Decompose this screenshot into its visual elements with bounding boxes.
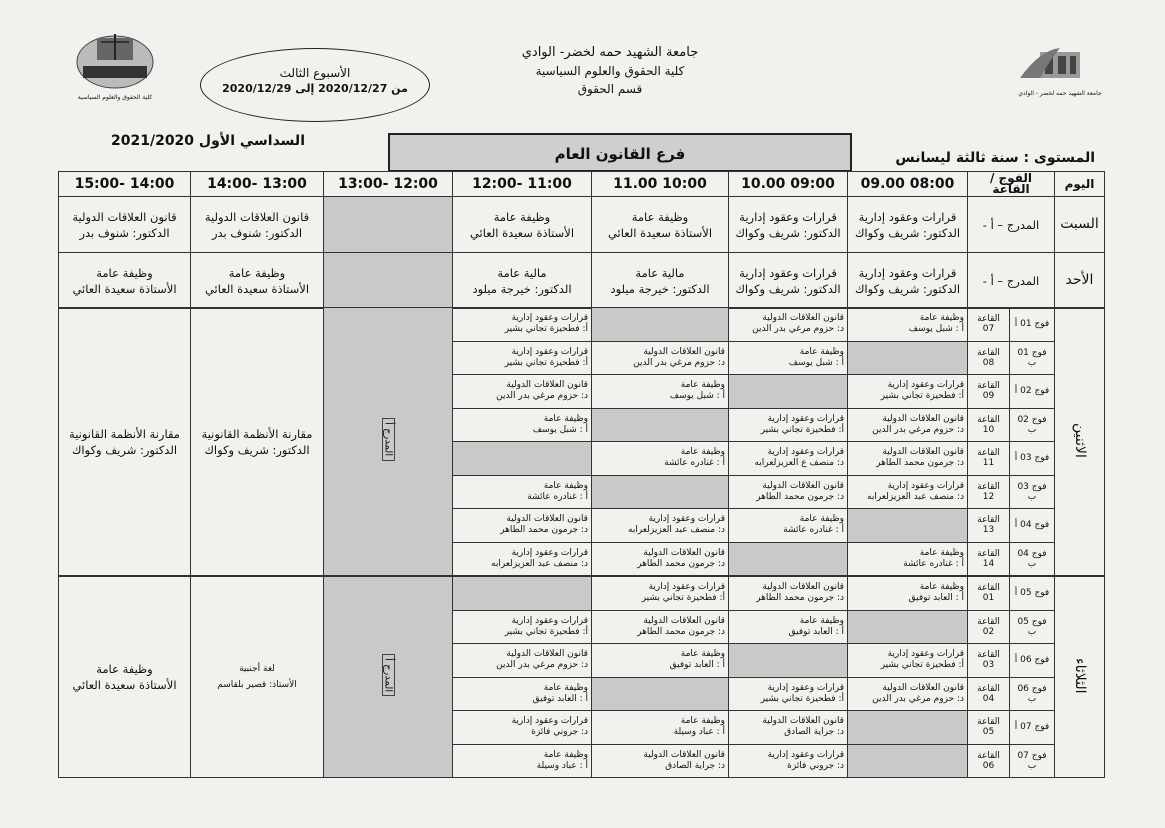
day-monday — [1055, 308, 1105, 576]
session-cell — [729, 644, 848, 678]
course: قانون العلاقات الدولية — [643, 547, 725, 558]
sunday-room: المدرج – أ - — [968, 253, 1055, 309]
teacher: أ : غنادره عائشة — [783, 525, 844, 536]
session-cell — [592, 408, 729, 442]
course: وظيفة عامة — [631, 209, 689, 224]
course: مقارنة الأنظمة القانونية — [69, 426, 180, 441]
session-cell — [453, 442, 592, 476]
course: مالية عامة — [635, 265, 685, 280]
teacher: د: جراية الصادق — [665, 760, 725, 771]
saturday-slot-6 — [191, 197, 324, 253]
saturday-row — [59, 197, 1105, 253]
course: قرارات وعقود إدارية — [858, 265, 957, 280]
session-cell — [453, 577, 592, 611]
session-cell — [592, 308, 729, 342]
session-cell — [592, 542, 729, 576]
logo-left-caption: كلية الحقوق والعلوم السياسية — [77, 94, 153, 101]
course: وظيفة عامة — [543, 480, 588, 491]
course: قرارات وعقود إدارية — [767, 749, 844, 760]
group-cell: فوج 02 ب — [1010, 408, 1055, 442]
session-cell — [848, 341, 968, 375]
session-cell — [453, 610, 592, 644]
university-logo — [1010, 40, 1110, 97]
day-label: الثلاثاء — [1072, 658, 1088, 694]
course: قرارات وعقود إدارية — [739, 209, 837, 224]
teacher: أ : غنادره عائشة — [903, 558, 964, 569]
teacher: د: حزوم مرغي بدر الدين — [633, 357, 725, 368]
session-cell — [729, 711, 848, 745]
session-cell — [453, 308, 592, 342]
saturday-slot-5 — [324, 197, 453, 253]
teacher: د: جرمون محمد الطاهر — [637, 626, 725, 637]
room-cell: القاعة 11 — [968, 442, 1010, 476]
week-range: من 2020/12/27 إلى 2020/12/29 — [222, 82, 408, 95]
col-group-room: الفوج / القاعة — [968, 172, 1055, 197]
teacher: د: حزوم مرغي بدر الدين — [872, 424, 964, 435]
teacher: أ : عباد وسيلة — [673, 727, 725, 738]
group-cell: فوج 06 ب — [1010, 677, 1055, 711]
teacher: أ: فطحيزة تجاني بشير — [760, 424, 844, 435]
week-ellipse — [200, 48, 430, 122]
course: قرارات وعقود إدارية — [887, 649, 964, 660]
saturday-slot-1 — [848, 197, 968, 253]
group-cell: فوج 03 أ — [1010, 442, 1055, 476]
course: قانون العلاقات الدولية — [762, 480, 844, 491]
teacher: الدكتور: شريف وكواك — [854, 281, 961, 296]
teacher: الأستاذ: قصير بلقاسم — [217, 680, 297, 690]
course: قانون العلاقات الدولية — [204, 209, 310, 224]
teacher: أ: فطحيزة تجاني بشير — [880, 391, 964, 402]
room-cell: القاعة 12 — [968, 475, 1010, 509]
amphi-cell — [324, 577, 453, 778]
table-row — [59, 308, 1105, 342]
day-label: الاثنين — [1072, 423, 1088, 458]
teacher: الأستاذة سعيدة العائي — [72, 281, 177, 296]
session-cell — [848, 542, 968, 576]
course: قرارات وعقود إدارية — [511, 346, 588, 357]
course: قرارات وعقود إدارية — [511, 313, 588, 324]
course: قانون العلاقات الدولية — [762, 313, 844, 324]
day-tuesday — [1055, 577, 1105, 778]
course: قانون العلاقات الدولية — [506, 649, 588, 660]
course: مقارنة الأنظمة القانونية — [201, 426, 313, 441]
session-cell — [592, 644, 729, 678]
teacher: د: جروني فائزة — [531, 727, 588, 738]
course: قانون العلاقات الدولية — [643, 346, 725, 357]
session-cell — [592, 442, 729, 476]
teacher: د: حزوم مرغي بدر الدين — [496, 660, 588, 671]
teacher: أ: فطحيزة تجاني بشير — [504, 357, 588, 368]
session-cell — [592, 475, 729, 509]
session-cell — [592, 341, 729, 375]
teacher: أ : العابد توفيق — [669, 660, 725, 671]
group-cell: فوج 03 ب — [1010, 475, 1055, 509]
teacher: الدكتور: شنوف بدر — [79, 225, 170, 240]
timetable — [58, 171, 1105, 309]
teacher: أ : عباد وسيلة — [536, 760, 588, 771]
course: قرارات وعقود إدارية — [739, 265, 837, 280]
teacher: الدكتور: شريف وكواك — [71, 442, 178, 457]
teacher: د: حزوم مرغي بدر الدين — [752, 324, 844, 335]
room-cell: القاعة 10 — [968, 408, 1010, 442]
course: وظيفة عامة — [680, 716, 725, 727]
course: وظيفة عامة — [543, 749, 588, 760]
session-cell — [729, 308, 848, 342]
amphi-label: المدرج أ — [382, 654, 395, 696]
group-sections — [58, 307, 1104, 778]
session-cell — [848, 577, 968, 611]
course: وظيفة عامة — [543, 682, 588, 693]
course: قرارات وعقود إدارية — [648, 514, 725, 525]
session-cell — [848, 475, 968, 509]
col-slot-7: 14:00 -15:00 — [59, 172, 191, 197]
semester-label: السداسي الأول 2021/2020 — [111, 133, 305, 149]
teacher: أ : غنادره عائشة — [527, 491, 588, 502]
course: قانون العلاقات الدولية — [72, 209, 177, 224]
course: قانون العلاقات الدولية — [506, 514, 588, 525]
teacher: أ : شبل يوسف — [669, 391, 725, 402]
teacher: أ : شبل يوسف — [532, 424, 588, 435]
course: قرارات وعقود إدارية — [511, 716, 588, 727]
teacher: د: جرمون محمد الطاهر — [500, 525, 588, 536]
teacher: الأستاذة سعيدة العائي — [469, 225, 575, 240]
session-cell — [729, 542, 848, 576]
teacher: الدكتور: خيرجة ميلود — [472, 281, 572, 296]
session-cell — [848, 711, 968, 745]
saturday-slot-2 — [729, 197, 848, 253]
course: قانون العلاقات الدولية — [882, 413, 964, 424]
session-cell — [453, 509, 592, 543]
saturday-room: المدرج – أ - — [968, 197, 1055, 253]
session-cell — [729, 408, 848, 442]
course: قرارات وعقود إدارية — [887, 380, 964, 391]
course: قانون العلاقات الدولية — [882, 682, 964, 693]
session-cell — [729, 509, 848, 543]
course: قانون العلاقات الدولية — [882, 447, 964, 458]
institution-header — [480, 44, 740, 98]
teacher: أ : شبل يوسف — [788, 357, 844, 368]
course: قرارات وعقود إدارية — [648, 582, 725, 593]
tuesday-s7-cell — [59, 577, 191, 778]
session-cell — [729, 475, 848, 509]
sunday-slot-5 — [324, 253, 453, 309]
session-cell — [848, 744, 968, 778]
teacher: د: منصف عبد العزيزلعرابه — [628, 525, 725, 536]
department-name: قسم الحقوق — [577, 82, 643, 96]
room-cell: القاعة 01 — [968, 577, 1010, 611]
session-cell — [453, 744, 592, 778]
teacher: أ: فطحيزة تجاني بشير — [880, 660, 964, 671]
teacher: أ: فطحيزة تجاني بشير — [760, 693, 844, 704]
course: قانون العلاقات الدولية — [643, 615, 725, 626]
course: وظيفة عامة — [799, 615, 844, 626]
col-slot-5: 12:00 -13:00 — [324, 172, 453, 197]
teacher: أ: فطحيزة تجاني بشير — [504, 324, 588, 335]
branch-title — [388, 133, 852, 172]
session-cell — [453, 542, 592, 576]
session-cell — [729, 744, 848, 778]
session-cell — [729, 375, 848, 409]
group-cell: فوج 05 ب — [1010, 610, 1055, 644]
session-cell — [453, 644, 592, 678]
group-cell: فوج 05 أ — [1010, 577, 1055, 611]
sunday-row — [59, 253, 1105, 309]
course: وظيفة عامة — [96, 265, 153, 280]
course: وظيفة عامة — [228, 265, 286, 280]
sunday-slot-3 — [592, 253, 729, 309]
teacher: د: منصف عبد العزيزلعرابه — [867, 491, 964, 502]
teacher: د: جرمون محمد الطاهر — [756, 593, 844, 604]
course: وظيفة عامة — [680, 649, 725, 660]
monday-table — [58, 307, 1105, 576]
course: وظيفة عامة — [96, 662, 153, 676]
course: وظيفة عامة — [799, 514, 844, 525]
teacher: أ : العابد توفيق — [908, 593, 964, 604]
session-cell — [592, 744, 729, 778]
session-cell — [729, 610, 848, 644]
group-cell: فوج 01 ب — [1010, 341, 1055, 375]
session-cell — [729, 442, 848, 476]
teacher: الدكتور: شريف وكواك — [735, 281, 841, 296]
room-cell: القاعة 09 — [968, 375, 1010, 409]
teacher: د: جرمون محمد الطاهر — [756, 491, 844, 502]
session-cell — [848, 308, 968, 342]
room-cell: القاعة 07 — [968, 308, 1010, 342]
teacher: د: منصف عبد العزيزلعرابه — [491, 558, 588, 569]
session-cell — [453, 408, 592, 442]
group-cell: فوج 01 أ — [1010, 308, 1055, 342]
university-name: جامعة الشهيد حمه لخضر- الوادي — [521, 45, 699, 60]
session-cell — [592, 711, 729, 745]
col-slot-2: 09:00 10.00 — [729, 172, 848, 197]
group-cell: فوج 06 أ — [1010, 644, 1055, 678]
room-cell: القاعة 02 — [968, 610, 1010, 644]
session-cell — [592, 610, 729, 644]
teacher: د: حزوم مرغي بدر الدين — [872, 693, 964, 704]
header-row — [59, 172, 1105, 197]
course: قانون العلاقات الدولية — [762, 582, 844, 593]
faculty-logo — [75, 30, 155, 105]
course: قانون العلاقات الدولية — [506, 380, 588, 391]
course: قانون العلاقات الدولية — [643, 749, 725, 760]
course: مالية عامة — [497, 265, 547, 280]
session-cell — [592, 577, 729, 611]
group-cell: فوج 07 ب — [1010, 744, 1055, 778]
session-cell — [453, 677, 592, 711]
course: قانون العلاقات الدولية — [762, 716, 844, 727]
course: وظيفة عامة — [493, 209, 551, 224]
course: قرارات وعقود إدارية — [767, 413, 844, 424]
course: قرارات وعقود إدارية — [858, 209, 957, 224]
teacher: أ : شبل يوسف — [908, 324, 964, 335]
col-slot-4: 11:00 -12:00 — [453, 172, 592, 197]
session-cell — [848, 408, 968, 442]
col-day: اليوم — [1055, 172, 1105, 197]
session-cell — [729, 341, 848, 375]
sunday-slot-1 — [848, 253, 968, 309]
sunday-slot-6 — [191, 253, 324, 309]
teacher: د: جراية الصادق — [784, 727, 844, 738]
teacher: د: جرمون محمد الطاهر — [876, 458, 964, 469]
level-label: المستوى : سنة ثالثة ليسانس — [895, 150, 1095, 166]
room-cell: القاعة 06 — [968, 744, 1010, 778]
group-cell: فوج 04 أ — [1010, 509, 1055, 543]
week-title: الأسبوع الثالث — [279, 66, 351, 80]
sunday-slot-4 — [453, 253, 592, 309]
teacher: أ: فطحيزة تجاني بشير — [504, 626, 588, 637]
session-cell — [592, 375, 729, 409]
teacher: د: منصف ع العزيزلعرابه — [754, 458, 844, 469]
col-slot-6: 13:00 -14:00 — [191, 172, 324, 197]
teacher: الدكتور: خيرجة ميلود — [610, 281, 710, 296]
session-cell — [453, 375, 592, 409]
course: وظيفة عامة — [919, 547, 964, 558]
session-cell — [453, 341, 592, 375]
room-cell: القاعة 08 — [968, 341, 1010, 375]
table-row — [59, 577, 1105, 611]
saturday-slot-4 — [453, 197, 592, 253]
amphi-label: المدرج أ — [382, 418, 395, 460]
session-cell — [453, 711, 592, 745]
course: قرارات وعقود إدارية — [887, 480, 964, 491]
saturday-slot-3 — [592, 197, 729, 253]
group-cell: فوج 04 ب — [1010, 542, 1055, 576]
teacher: د: جروني فائزة — [787, 760, 844, 771]
session-cell — [729, 677, 848, 711]
teacher: د: جرمون محمد الطاهر — [637, 558, 725, 569]
session-cell — [848, 677, 968, 711]
course: قرارات وعقود إدارية — [511, 547, 588, 558]
room-cell: القاعة 14 — [968, 542, 1010, 576]
course: قرارات وعقود إدارية — [511, 615, 588, 626]
teacher: أ : العابد توفيق — [788, 626, 844, 637]
teacher: الدكتور: شريف وكواك — [735, 225, 841, 240]
day-sunday: الأحد — [1055, 253, 1105, 309]
col-slot-1: 08:00 09.00 — [848, 172, 968, 197]
group-cell: فوج 02 أ — [1010, 375, 1055, 409]
session-cell — [848, 442, 968, 476]
session-cell — [592, 509, 729, 543]
teacher: الدكتور: شنوف بدر — [211, 225, 303, 240]
room-cell: القاعة 03 — [968, 644, 1010, 678]
branch-label: فرع القانون العام — [554, 145, 686, 163]
session-cell — [848, 644, 968, 678]
day-saturday: السبت — [1055, 197, 1105, 253]
monday-s7-cell — [59, 308, 191, 576]
teacher: د: حزوم مرغي بدر الدين — [496, 391, 588, 402]
teacher: أ: فطحيزة تجاني بشير — [641, 593, 725, 604]
course: وظيفة عامة — [919, 313, 964, 324]
room-cell: القاعة 13 — [968, 509, 1010, 543]
teacher: الدكتور: شريف وكواك — [204, 442, 310, 457]
tuesday-table — [58, 576, 1105, 778]
monday-s6-cell — [191, 308, 324, 576]
session-cell — [729, 577, 848, 611]
room-cell: القاعة 05 — [968, 711, 1010, 745]
sunday-slot-7 — [59, 253, 191, 309]
session-cell — [848, 610, 968, 644]
teacher: الأستاذة سعيدة العائي — [204, 281, 310, 296]
amphi-cell — [324, 308, 453, 576]
teacher: أ : غنادره عائشة — [664, 458, 725, 469]
teacher: أ : العابد توفيق — [532, 693, 588, 704]
course: لغة أجنبية — [239, 664, 275, 674]
teacher: الأستاذة سعيدة العائي — [72, 678, 177, 692]
room-cell: القاعة 04 — [968, 677, 1010, 711]
course: قرارات وعقود إدارية — [767, 682, 844, 693]
teacher: الأستاذة سعيدة العائي — [607, 225, 713, 240]
session-cell — [592, 677, 729, 711]
course: وظيفة عامة — [543, 413, 588, 424]
course: وظيفة عامة — [799, 346, 844, 357]
faculty-name: كلية الحقوق والعلوم السياسية — [535, 64, 685, 78]
session-cell — [848, 375, 968, 409]
session-cell — [848, 509, 968, 543]
col-slot-3: 10:00 11.00 — [592, 172, 729, 197]
session-cell — [453, 475, 592, 509]
teacher: الدكتور: شريف وكواك — [854, 225, 961, 240]
saturday-slot-7 — [59, 197, 191, 253]
tuesday-s6-cell — [191, 577, 324, 778]
group-cell: فوج 07 أ — [1010, 711, 1055, 745]
course: وظيفة عامة — [680, 380, 725, 391]
sunday-slot-2 — [729, 253, 848, 309]
course: وظيفة عامة — [680, 447, 725, 458]
course: قرارات وعقود إدارية — [767, 447, 844, 458]
logo-right-caption: جامعة الشهيد حمه لخضر - الوادي — [1018, 90, 1102, 97]
course: وظيفة عامة — [919, 582, 964, 593]
